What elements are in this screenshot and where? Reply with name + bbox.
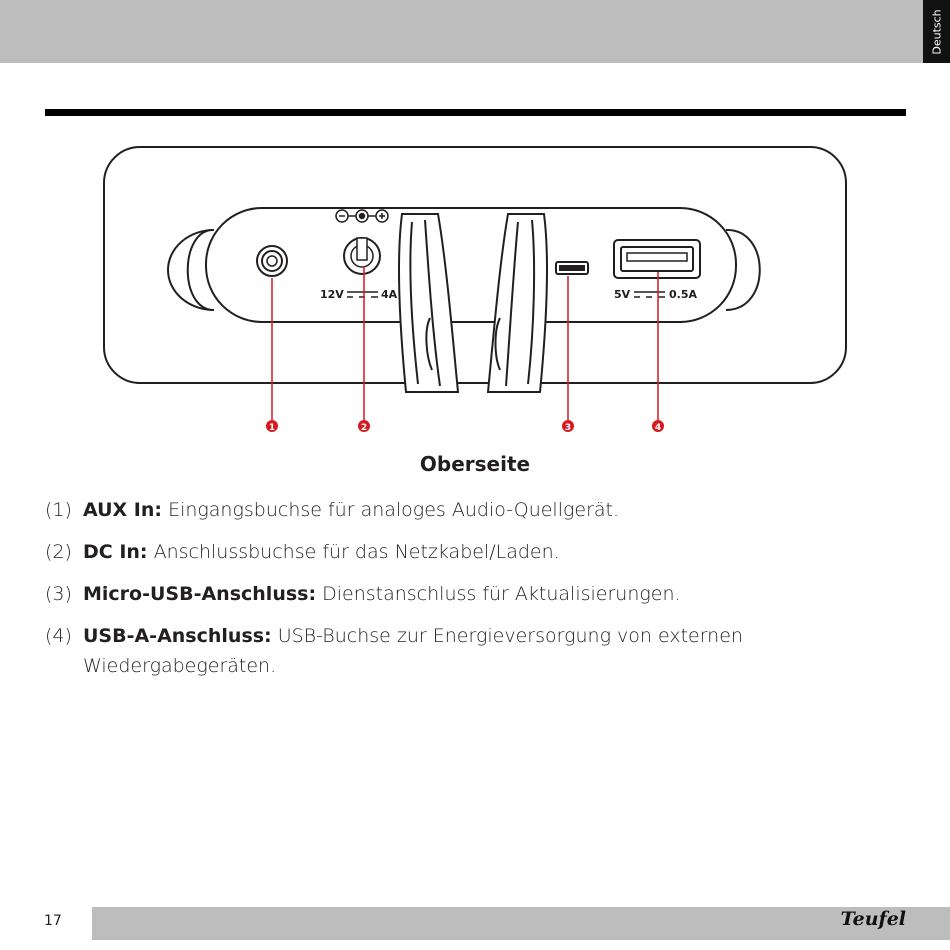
callout-marker-1: [266, 420, 278, 433]
brand-logo: Teufel: [840, 908, 906, 930]
micro-usb-port-icon: [556, 262, 588, 274]
item-number: (3): [45, 583, 72, 605]
port-description-list: [45, 495, 925, 693]
usb-current-label: 0.5A: [669, 288, 697, 301]
list-item: [45, 621, 925, 681]
svg-text:1: 1: [268, 423, 276, 433]
dc-polarity-icon: [336, 210, 388, 222]
item-text: USB-Buchse zur Energieversorgung von externen Wiedergabegeräten.: [83, 625, 743, 677]
list-item: [45, 579, 925, 609]
list-item: [45, 495, 925, 525]
callout-marker-3: [562, 420, 574, 433]
page-number: 17: [44, 913, 62, 929]
item-term: AUX In:: [83, 499, 163, 521]
callout-marker-4: [652, 420, 664, 433]
item-number: (1): [45, 499, 72, 521]
dc-voltage-label: 12V: [320, 288, 344, 301]
dc-jack-icon: [344, 238, 380, 274]
svg-text:4: 4: [654, 423, 662, 433]
callout-marker-2: [358, 420, 370, 433]
list-item: [45, 537, 925, 567]
item-text: Anschlussbuchse für das Netzkabel/Laden.: [153, 541, 560, 563]
item-number: (2): [45, 541, 72, 563]
footer-band: [92, 907, 950, 940]
figure-caption: Oberseite: [419, 452, 531, 476]
aux-jack-icon: [257, 246, 287, 276]
item-term: Micro-USB-Anschluss:: [83, 583, 317, 605]
dc-current-label: 4A: [381, 288, 398, 301]
svg-text:3: 3: [564, 423, 572, 433]
svg-text:2: 2: [360, 423, 368, 433]
item-term: USB-A-Anschluss:: [83, 625, 272, 647]
item-number: (4): [45, 625, 72, 647]
language-label: Deutsch: [930, 8, 943, 55]
item-text: Eingangsbuchse für analoges Audio-Quellgerät.: [168, 499, 620, 521]
usb-voltage-label: 5V: [614, 288, 631, 301]
item-term: DC In:: [83, 541, 148, 563]
item-text: Dienstanschluss für Aktualisierungen.: [322, 583, 681, 605]
usb-a-port-icon: [614, 240, 700, 278]
